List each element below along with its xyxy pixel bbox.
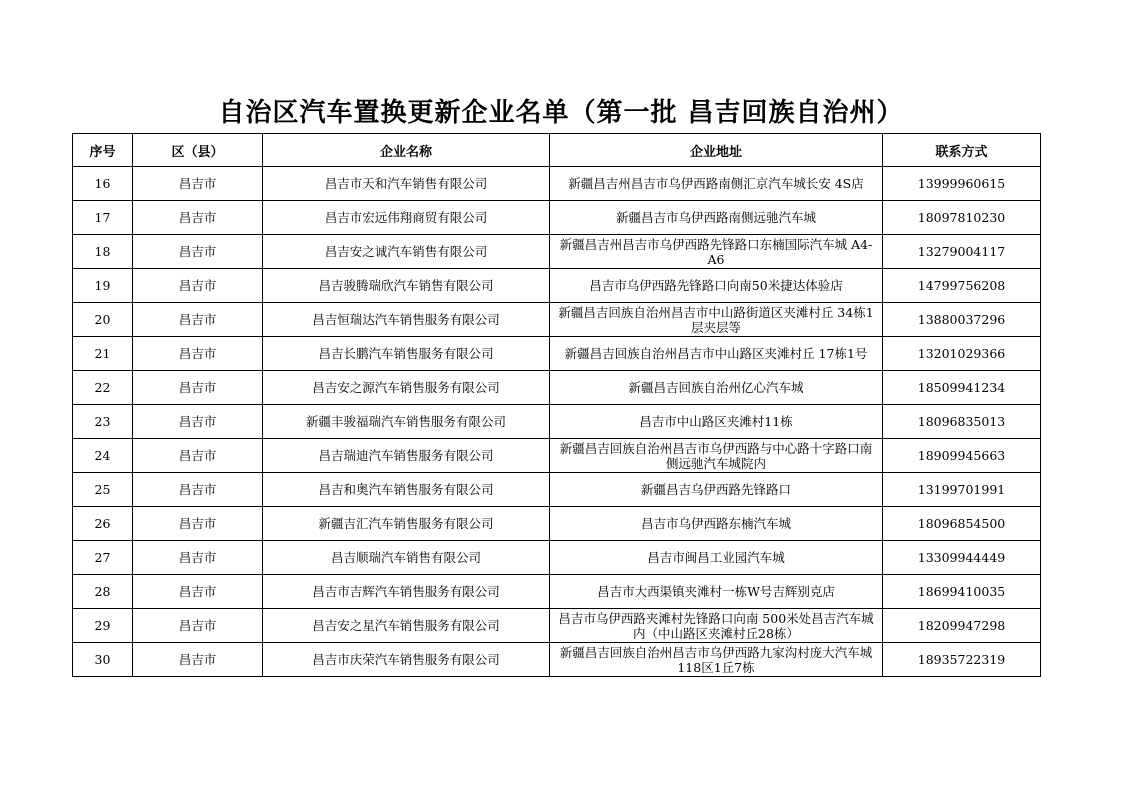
cell-district: 昌吉市 bbox=[133, 337, 263, 371]
cell-district: 昌吉市 bbox=[133, 643, 263, 677]
header-index: 序号 bbox=[73, 134, 133, 167]
table-row bbox=[73, 235, 1041, 269]
table-row bbox=[73, 371, 1041, 405]
cell-index: 17 bbox=[73, 201, 133, 235]
table-row bbox=[73, 439, 1041, 473]
cell-company-address: 昌吉市闽昌工业园汽车城 bbox=[550, 541, 883, 575]
cell-district: 昌吉市 bbox=[133, 371, 263, 405]
cell-district: 昌吉市 bbox=[133, 439, 263, 473]
cell-company-name: 昌吉市吉辉汽车销售服务有限公司 bbox=[263, 575, 550, 609]
cell-index: 26 bbox=[73, 507, 133, 541]
cell-company-address: 新疆昌吉州昌吉市乌伊西路南侧汇京汽车城长安 4S店 bbox=[550, 167, 883, 201]
cell-company-name: 昌吉恒瑞达汽车销售服务有限公司 bbox=[263, 303, 550, 337]
cell-district: 昌吉市 bbox=[133, 575, 263, 609]
cell-company-address: 昌吉市乌伊西路先锋路口向南50米捷达体验店 bbox=[550, 269, 883, 303]
table-row bbox=[73, 167, 1041, 201]
table-row bbox=[73, 643, 1041, 677]
cell-company-address: 新疆昌吉回族自治州昌吉市中山路区夹滩村丘 17栋1号 bbox=[550, 337, 883, 371]
page-title: 自治区汽车置换更新企业名单（第一批 昌吉回族自治州） bbox=[218, 98, 904, 128]
cell-contact: 13999960615 bbox=[883, 167, 1041, 201]
cell-district: 昌吉市 bbox=[133, 235, 263, 269]
cell-contact: 13309944449 bbox=[883, 541, 1041, 575]
cell-company-address: 新疆昌吉市乌伊西路南侧远驰汽车城 bbox=[550, 201, 883, 235]
cell-company-address: 昌吉市乌伊西路东楠汽车城 bbox=[550, 507, 883, 541]
table-header-row bbox=[73, 134, 1041, 167]
cell-index: 27 bbox=[73, 541, 133, 575]
cell-company-name: 昌吉长鹏汽车销售服务有限公司 bbox=[263, 337, 550, 371]
cell-index: 18 bbox=[73, 235, 133, 269]
cell-company-name: 昌吉市庆荣汽车销售服务有限公司 bbox=[263, 643, 550, 677]
cell-index: 22 bbox=[73, 371, 133, 405]
table-row bbox=[73, 337, 1041, 371]
cell-index: 28 bbox=[73, 575, 133, 609]
cell-company-name: 新疆丰骏福瑞汽车销售服务有限公司 bbox=[263, 405, 550, 439]
cell-contact: 18097810230 bbox=[883, 201, 1041, 235]
cell-company-address: 昌吉市大西渠镇夹滩村一栋W号吉辉别克店 bbox=[550, 575, 883, 609]
table-row bbox=[73, 303, 1041, 337]
enterprise-table bbox=[72, 133, 1041, 677]
cell-district: 昌吉市 bbox=[133, 541, 263, 575]
cell-company-name: 昌吉顺瑞汽车销售有限公司 bbox=[263, 541, 550, 575]
cell-company-address: 新疆昌吉回族自治州昌吉市中山路街道区夹滩村丘 34栋1层夹层等 bbox=[550, 303, 883, 337]
cell-contact: 14799756208 bbox=[883, 269, 1041, 303]
cell-company-name: 昌吉安之星汽车销售服务有限公司 bbox=[263, 609, 550, 643]
cell-district: 昌吉市 bbox=[133, 507, 263, 541]
cell-district: 昌吉市 bbox=[133, 303, 263, 337]
cell-company-address: 新疆昌吉回族自治州亿心汽车城 bbox=[550, 371, 883, 405]
cell-company-name: 昌吉安之源汽车销售服务有限公司 bbox=[263, 371, 550, 405]
cell-company-address: 昌吉市中山路区夹滩村11栋 bbox=[550, 405, 883, 439]
cell-contact: 18096854500 bbox=[883, 507, 1041, 541]
cell-district: 昌吉市 bbox=[133, 405, 263, 439]
cell-company-name: 昌吉安之诚汽车销售有限公司 bbox=[263, 235, 550, 269]
table-row bbox=[73, 405, 1041, 439]
cell-district: 昌吉市 bbox=[133, 201, 263, 235]
table-row bbox=[73, 609, 1041, 643]
cell-company-address: 新疆昌吉回族自治州昌吉市乌伊西路九家沟村庞大汽车城118区1丘7栋 bbox=[550, 643, 883, 677]
cell-district: 昌吉市 bbox=[133, 473, 263, 507]
table-row bbox=[73, 269, 1041, 303]
cell-contact: 18909945663 bbox=[883, 439, 1041, 473]
cell-contact: 18935722319 bbox=[883, 643, 1041, 677]
table-row bbox=[73, 575, 1041, 609]
header-contact: 联系方式 bbox=[883, 134, 1041, 167]
cell-company-name: 昌吉骏腾瑞欣汽车销售有限公司 bbox=[263, 269, 550, 303]
header-district: 区（县） bbox=[133, 134, 263, 167]
cell-index: 24 bbox=[73, 439, 133, 473]
cell-contact: 18509941234 bbox=[883, 371, 1041, 405]
table-row bbox=[73, 507, 1041, 541]
cell-index: 20 bbox=[73, 303, 133, 337]
cell-contact: 18209947298 bbox=[883, 609, 1041, 643]
cell-company-name: 昌吉市宏远伟翔商贸有限公司 bbox=[263, 201, 550, 235]
cell-index: 29 bbox=[73, 609, 133, 643]
cell-company-address: 新疆昌吉回族自治州昌吉市乌伊西路与中心路十字路口南侧远驰汽车城院内 bbox=[550, 439, 883, 473]
cell-index: 23 bbox=[73, 405, 133, 439]
cell-index: 16 bbox=[73, 167, 133, 201]
cell-contact: 18699410035 bbox=[883, 575, 1041, 609]
table-row bbox=[73, 473, 1041, 507]
cell-district: 昌吉市 bbox=[133, 609, 263, 643]
cell-company-name: 新疆吉汇汽车销售服务有限公司 bbox=[263, 507, 550, 541]
table-row bbox=[73, 201, 1041, 235]
cell-contact: 13880037296 bbox=[883, 303, 1041, 337]
cell-index: 21 bbox=[73, 337, 133, 371]
cell-index: 19 bbox=[73, 269, 133, 303]
header-company-address: 企业地址 bbox=[550, 134, 883, 167]
table-row bbox=[73, 541, 1041, 575]
cell-contact: 18096835013 bbox=[883, 405, 1041, 439]
cell-district: 昌吉市 bbox=[133, 167, 263, 201]
table-body bbox=[73, 167, 1041, 677]
cell-company-name: 昌吉瑞迪汽车销售服务有限公司 bbox=[263, 439, 550, 473]
cell-index: 25 bbox=[73, 473, 133, 507]
cell-company-address: 新疆昌吉州昌吉市乌伊西路先锋路口东楠国际汽车城 A4-A6 bbox=[550, 235, 883, 269]
cell-company-name: 昌吉市天和汽车销售有限公司 bbox=[263, 167, 550, 201]
cell-contact: 13201029366 bbox=[883, 337, 1041, 371]
cell-company-name: 昌吉和奥汽车销售服务有限公司 bbox=[263, 473, 550, 507]
cell-district: 昌吉市 bbox=[133, 269, 263, 303]
cell-company-address: 昌吉市乌伊西路夹滩村先锋路口向南 500米处昌吉汽车城内（中山路区夹滩村丘28栋） bbox=[550, 609, 883, 643]
cell-index: 30 bbox=[73, 643, 133, 677]
header-company-name: 企业名称 bbox=[263, 134, 550, 167]
cell-contact: 13199701991 bbox=[883, 473, 1041, 507]
cell-contact: 13279004117 bbox=[883, 235, 1041, 269]
cell-company-address: 新疆昌吉乌伊西路先锋路口 bbox=[550, 473, 883, 507]
